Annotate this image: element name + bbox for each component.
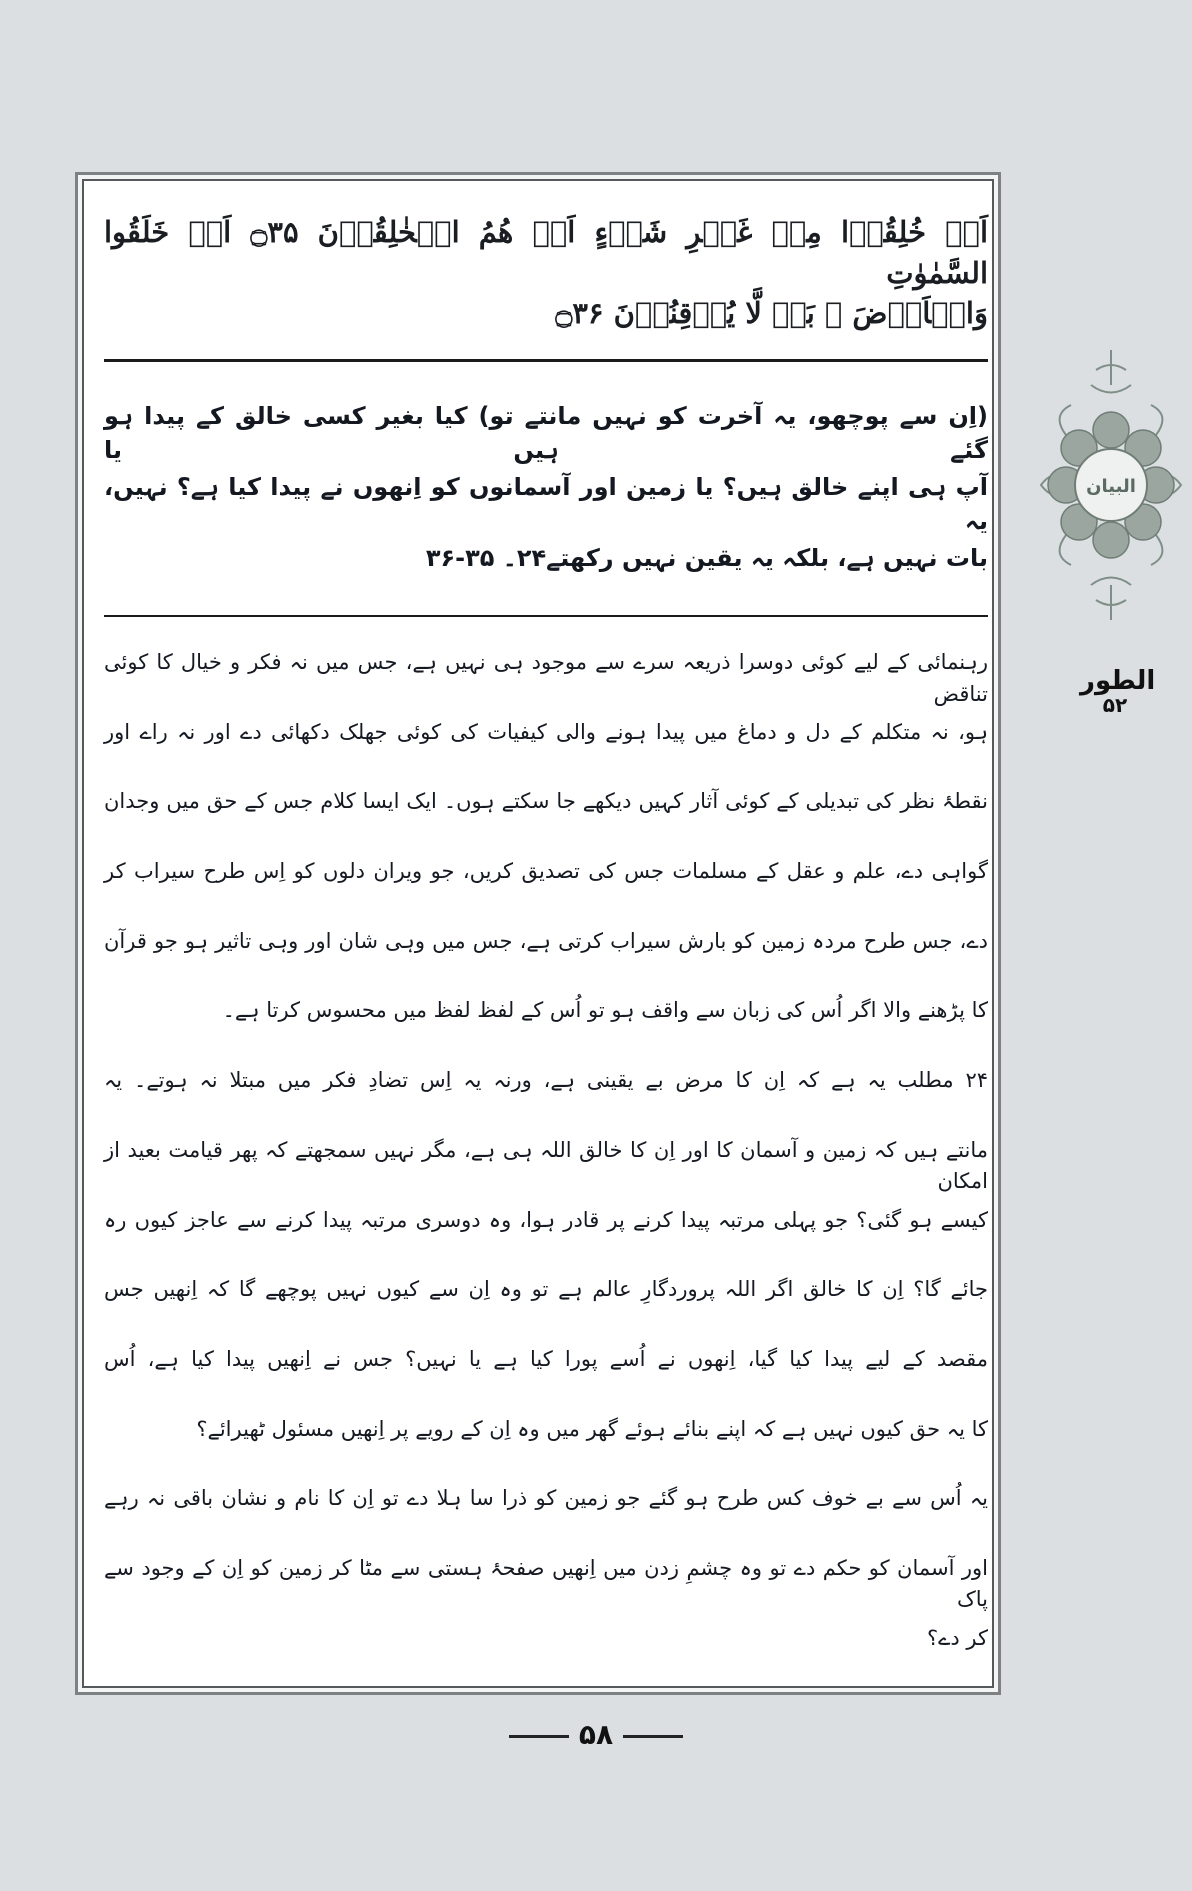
translation-line: (اِن سے پوچھو، یہ آخرت کو نہیں مانتے تو) کیا بغیر کسی خالق کے پیدا ہو گئے ہیں یا [104,402,988,464]
commentary-line: کیسے ہو گئی؟ جو پہلی مرتبہ پیدا کرنے پر قادر ہوا، وہ دوسری مرتبہ پیدا کرنے سے عاجز کیوں رہ [104,1207,988,1232]
translation-block [104,400,988,613]
verse-line: وَالۡاَرۡضَ ۚ بَلۡ لَّا یُوۡقِنُوۡنَ ۝۳۶ [555,296,988,331]
ornament-text: البیان [1086,476,1136,497]
commentary-line: کر دے؟ [926,1625,988,1650]
page-number-text: ۵۸ [578,1718,614,1751]
commentary-line: دے، جس طرح مردہ زمین کو بارش سیراب کرتی ہے، جس میں وہی شان اور وہی تاثیر ہو جو قرآن [104,928,988,953]
commentary-line: نقطۂ نظر کی تبدیلی کے کوئی آثار کہیں دیکھے جا سکتے ہوں۔ ایک ایسا کلام جس کے حق میں وجدان [104,789,988,814]
commentary-line: ۲۴ مطلب یہ ہے کہ اِن کا مرض بے یقینی ہے، ورنہ یہ اِس تضادِ فکر میں مبتلا نہ ہوتے۔ یہ [104,1068,988,1093]
ornament-medallion-icon [1036,345,1186,625]
commentary-line: گواہی دے، علم و عقل کے مسلمات جس کی تصدیق کریں، جو ویران دلوں کو اِس طرح سیراب کر [104,859,988,884]
commentary-line: جائے گا؟ اِن کا خالق اگر اللہ پروردگارِ عالم ہے تو وہ اِن سے کیوں نہیں پوچھے گا کہ اِنھیں جس [104,1277,988,1302]
translation-line: آپ ہی اپنے خالق ہیں؟ یا زمین اور آسمانوں کو اِنھوں نے پیدا کیا ہے؟ نہیں، یہ [104,473,988,535]
commentary-line: کا پڑھنے والا اگر اُس کی زبان سے واقف ہو تو اُس کے لفظ لفظ میں محسوس کرتا ہے۔ [222,998,988,1023]
commentary-line: مانتے ہیں کہ زمین و آسمان کا اور اِن کا خالق اللہ ہی ہے، مگر نہیں سمجھتے کہ پھر قیامت بعید از امکان [104,1137,988,1194]
commentary-body [104,647,988,1692]
commentary-line: یہ اُس سے بے خوف کس طرح ہو گئے جو زمین کو ذرا سا ہلا دے تو اِن کا نام و نشان باقی نہ رہے [104,1486,988,1511]
surah-name: الطور [1080,666,1156,696]
commentary-line: مقصد کے لیے پیدا کیا گیا، اِنھوں نے اُسے پورا کیا ہے یا نہیں؟ جس نے اِنھیں پیدا کیا ہے، اُس [104,1346,988,1371]
commentary-line: ہو، نہ متکلم کے دل و دماغ میں پیدا ہونے والی کیفیات کی کوئی جھلک دکھائی دے اور نہ راے اور [104,719,988,744]
surah-marker [1080,666,1156,718]
page-number-dash [623,1735,683,1738]
verse-block [104,212,988,371]
section-divider [104,359,988,362]
commentary-line: رہنمائی کے لیے کوئی دوسرا ذریعہ سرے سے موجود ہی نہیں ہے، جس میں نہ فکر و خیال کا کوئی تناقض [104,650,988,706]
page-number [0,1718,1192,1751]
verse-line: اَمۡ خُلِقُوۡا مِنۡ غَیۡرِ شَیۡءٍ اَمۡ ھُمُ الۡخٰلِقُوۡنَ ۝۳۵ اَمۡ خَلَقُوا السَّمٰوٰتِ [104,215,988,290]
translation-line: بات نہیں ہے، بلکہ یہ یقین نہیں رکھتے۲۴۔ ۳۵-۳۶ [425,544,988,572]
commentary-line: اور آسمان کو حکم دے تو وہ چشمِ زدن میں اِنھیں صفحۂ ہستی سے مٹا کر زمین کو اِن کے وجود سے پاک [104,1555,988,1612]
section-divider [104,615,988,617]
page-number-dash [509,1735,569,1738]
commentary-line: کا یہ حق کیوں نہیں ہے کہ اپنے بنائے ہوئے گھر میں وہ اِن کے رویے پر اِنھیں مسئول ٹھیرائے؟ [196,1416,988,1441]
surah-number: ۵۲ [1102,693,1128,718]
